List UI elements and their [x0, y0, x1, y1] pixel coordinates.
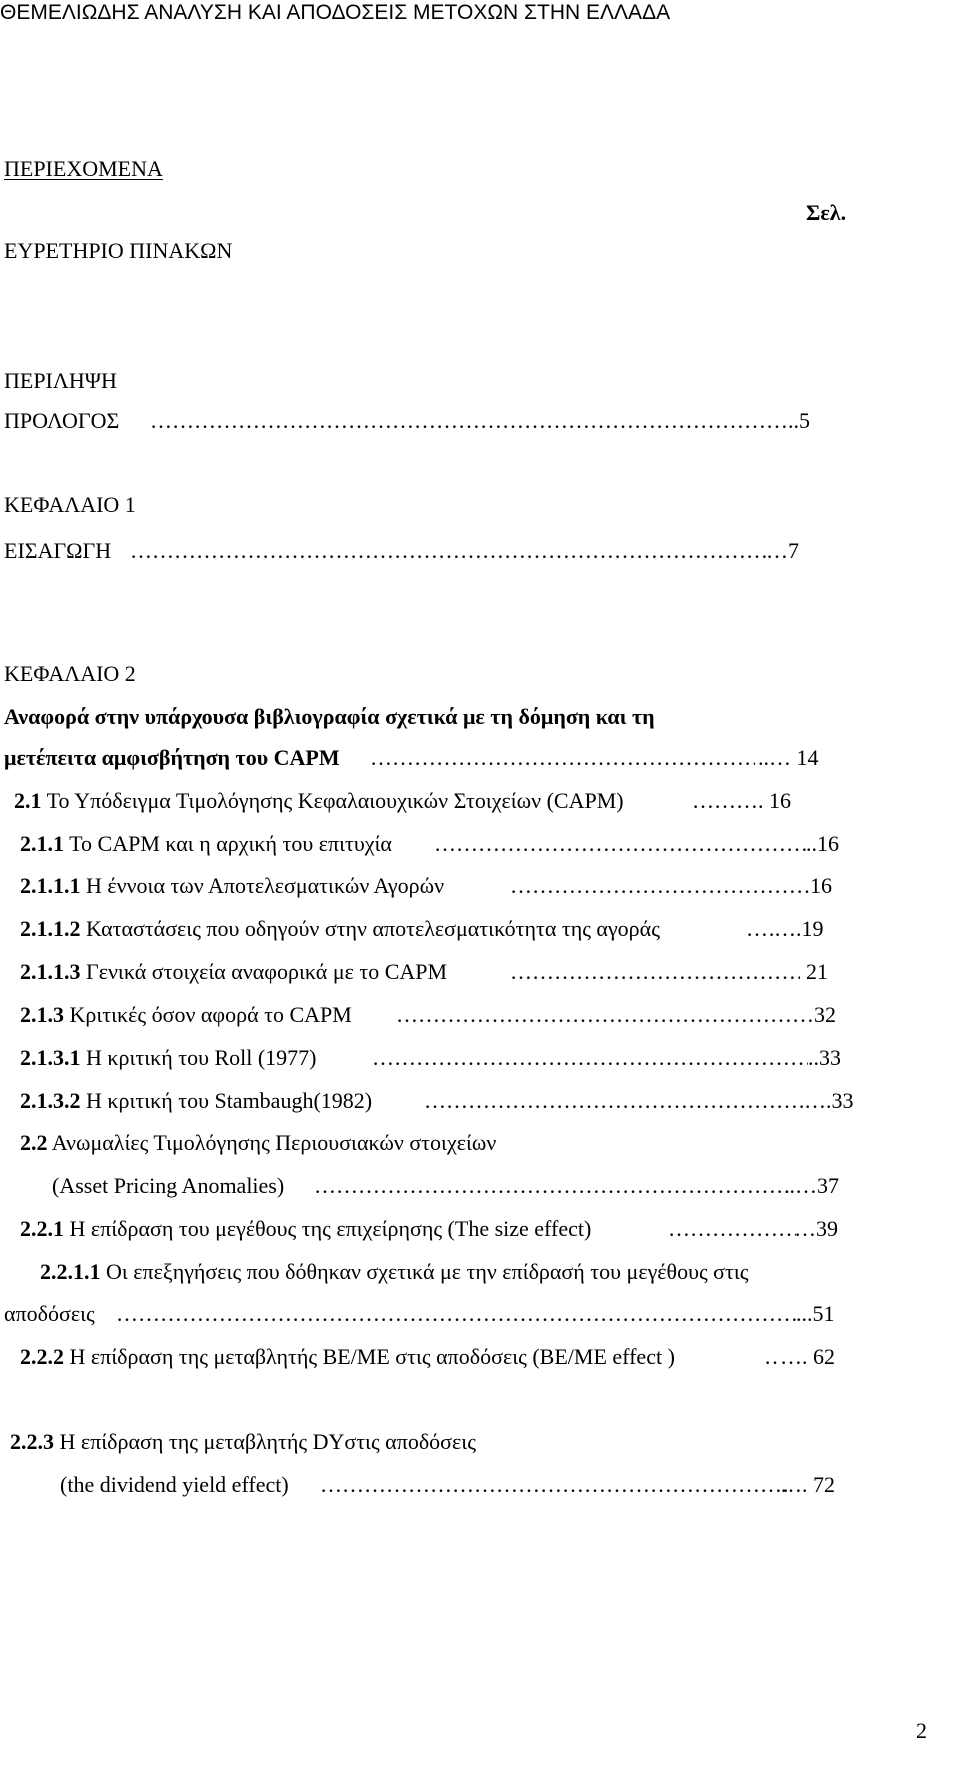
toc-entry-title: (the dividend yield effect)	[60, 1472, 289, 1497]
toc-leader-dots	[510, 875, 810, 897]
toc-entry-2-2-3[interactable]	[10, 1431, 476, 1453]
toc-chapter-2[interactable]: ΚΕΦΑΛΑΙΟ 2	[4, 661, 136, 686]
toc-entry-number: 2.2.1.1	[40, 1259, 101, 1284]
toc-leader-dots	[668, 1218, 796, 1240]
toc-entry-label: Η έννοια των Αποτελεσματικών Αγορών	[80, 873, 445, 898]
document-header-title: ΘΕΜΕΛΙΩΔΗΣ ΑΝΑΛΥΣΗ ΚΑΙ ΑΠΟΔΟΣΕΙΣ ΜΕΤΟΧΩΝ ΣΤΗΝ ΕΛΛΑΔΑ	[0, 1, 671, 24]
toc-entry-page: …39	[794, 1216, 838, 1241]
toc-entry-title: (Asset Pricing Anomalies)	[52, 1173, 285, 1198]
toc-entry-title: αποδόσεις	[4, 1301, 95, 1326]
toc-entry-number: 2.1.1	[20, 831, 64, 856]
toc-entry-title	[20, 1218, 591, 1240]
toc-entry-page: ..… 14	[758, 745, 819, 770]
toc-entry-number: 2.1.3.2	[20, 1088, 81, 1113]
toc-entry-label: Το CAPM και η αρχική του επιτυχία	[64, 831, 392, 856]
toc-leader-dots	[320, 1474, 790, 1496]
toc-entry-number: 2.1.1.1	[20, 873, 81, 898]
toc-entry-number: 2.1.1.2	[20, 916, 81, 941]
toc-entry-page: ..16	[806, 831, 839, 856]
toc-leader-dots	[150, 410, 790, 432]
toc-leader-dots	[692, 790, 734, 812]
toc-entry-page: ...51	[796, 1301, 835, 1326]
toc-leader-dots	[510, 961, 800, 983]
toc-entry-title	[20, 875, 444, 897]
toc-entry-page: 21	[806, 959, 828, 984]
toc-entry-label: Οι επεξηγήσεις που δόθηκαν σχετικά με την επίδρασή του μεγέθους στις	[100, 1259, 749, 1284]
toc-entry-number: 2.1	[14, 788, 42, 813]
page-column-label: Σελ.	[806, 200, 847, 225]
toc-entry-number: 2.1.1.3	[20, 959, 81, 984]
toc-entry-page: ….19	[774, 916, 824, 941]
toc-entry-label: Η κριτική του Roll (1977)	[80, 1045, 317, 1070]
toc-entry-title	[20, 833, 392, 855]
toc-entry-number: 2.2.3	[10, 1429, 54, 1454]
toc-leader-dots	[370, 747, 755, 769]
toc-leader-dots	[764, 1346, 780, 1368]
toc-entry-title	[20, 1346, 675, 1368]
toc-entry-page: …. 16	[736, 788, 791, 813]
toc-entry-2-2-1-1[interactable]	[40, 1261, 749, 1283]
toc-entry-title	[14, 790, 624, 812]
toc-leader-dots	[116, 1303, 796, 1325]
toc-entry-title	[20, 918, 660, 940]
toc-entry-title	[20, 1047, 317, 1069]
toc-entry-page: 16	[810, 873, 832, 898]
toc-entry-label: Η κριτική του Stambaugh(1982)	[80, 1088, 373, 1113]
toc-leader-dots	[130, 540, 770, 562]
toc-entry-page: ….33	[804, 1088, 854, 1113]
toc-chapter-2-title-line1: Αναφορά στην υπάρχουσα βιβλιογραφία σχετικά με τη δόμηση και τη	[4, 704, 655, 729]
toc-entry-page: ..…37	[784, 1173, 839, 1198]
toc-entry-label: Η επίδραση του μεγέθους της επιχείρησης (The size effect)	[64, 1216, 592, 1241]
toc-leader-dots	[424, 1090, 804, 1112]
toc-entry-title	[20, 1004, 352, 1026]
toc-entry-label: Κριτικές όσον αφορά το CAPM	[64, 1002, 352, 1027]
toc-entry-number: 2.2.2	[20, 1344, 64, 1369]
page-number: 2	[916, 1718, 927, 1743]
toc-entry-label: Το Υπόδειγμα Τιμολόγησης Κεφαλαιουχικών Στοιχείων (CAPM)	[41, 788, 624, 813]
toc-entry-page: …. 72	[780, 1472, 835, 1497]
toc-entry-page: …. 62	[780, 1344, 835, 1369]
toc-entry-number: 2.1.3	[20, 1002, 64, 1027]
toc-heading: ΠΕΡΙΕΧΟΜΕΝΑ	[4, 156, 163, 181]
toc-leader-dots	[434, 833, 806, 855]
toc-entry-label: Η επίδραση της μεταβλητής ΒΕ/ΜΕ στις αποδόσεις (ΒΕ/ΜΕ effect )	[64, 1344, 675, 1369]
toc-entry-page: ..5	[788, 408, 810, 433]
toc-entry-page: …7	[766, 538, 799, 563]
toc-entry-label: Η επίδραση της μεταβλητής DYστις αποδόσεις	[54, 1429, 476, 1454]
toc-entry-label: Ανωμαλίες Τιμολόγησης Περιουσιακών στοιχείων	[47, 1130, 497, 1155]
toc-entry-title: ΕΙΣΑΓΩΓΗ	[4, 538, 112, 563]
toc-entry-label: Γενικά στοιχεία αναφορικά με το CAPM	[80, 959, 448, 984]
toc-summary[interactable]: ΠΕΡΙΛΗΨΗ	[4, 368, 117, 393]
toc-leader-dots	[372, 1047, 808, 1069]
toc-entry-title	[20, 1090, 372, 1112]
toc-leader-dots	[396, 1004, 792, 1026]
toc-entry-number: 2.2.1	[20, 1216, 64, 1241]
toc-leader-dots	[314, 1175, 792, 1197]
toc-entry-number: 2.1.3.1	[20, 1045, 81, 1070]
toc-entry-title	[20, 961, 447, 983]
toc-entry-title: μετέπειτα αμφισβήτηση του CAPM	[4, 745, 340, 770]
toc-entry-title: ΠΡΟΛΟΓΟΣ	[4, 408, 120, 433]
toc-entry-2-2[interactable]	[20, 1132, 496, 1154]
toc-tables-index[interactable]: ΕΥΡΕΤΗΡΙΟ ΠΙΝΑΚΩΝ	[4, 238, 233, 263]
toc-entry-number: 2.2	[20, 1130, 48, 1155]
toc-entry-label: Καταστάσεις που οδηγούν στην αποτελεσματικότητα της αγοράς	[80, 916, 660, 941]
toc-entry-page: ..33	[808, 1045, 841, 1070]
toc-chapter-1[interactable]: ΚΕΦΑΛΑΙΟ 1	[4, 492, 136, 517]
toc-entry-page: …32	[792, 1002, 836, 1027]
toc-leader-dots	[746, 918, 774, 940]
